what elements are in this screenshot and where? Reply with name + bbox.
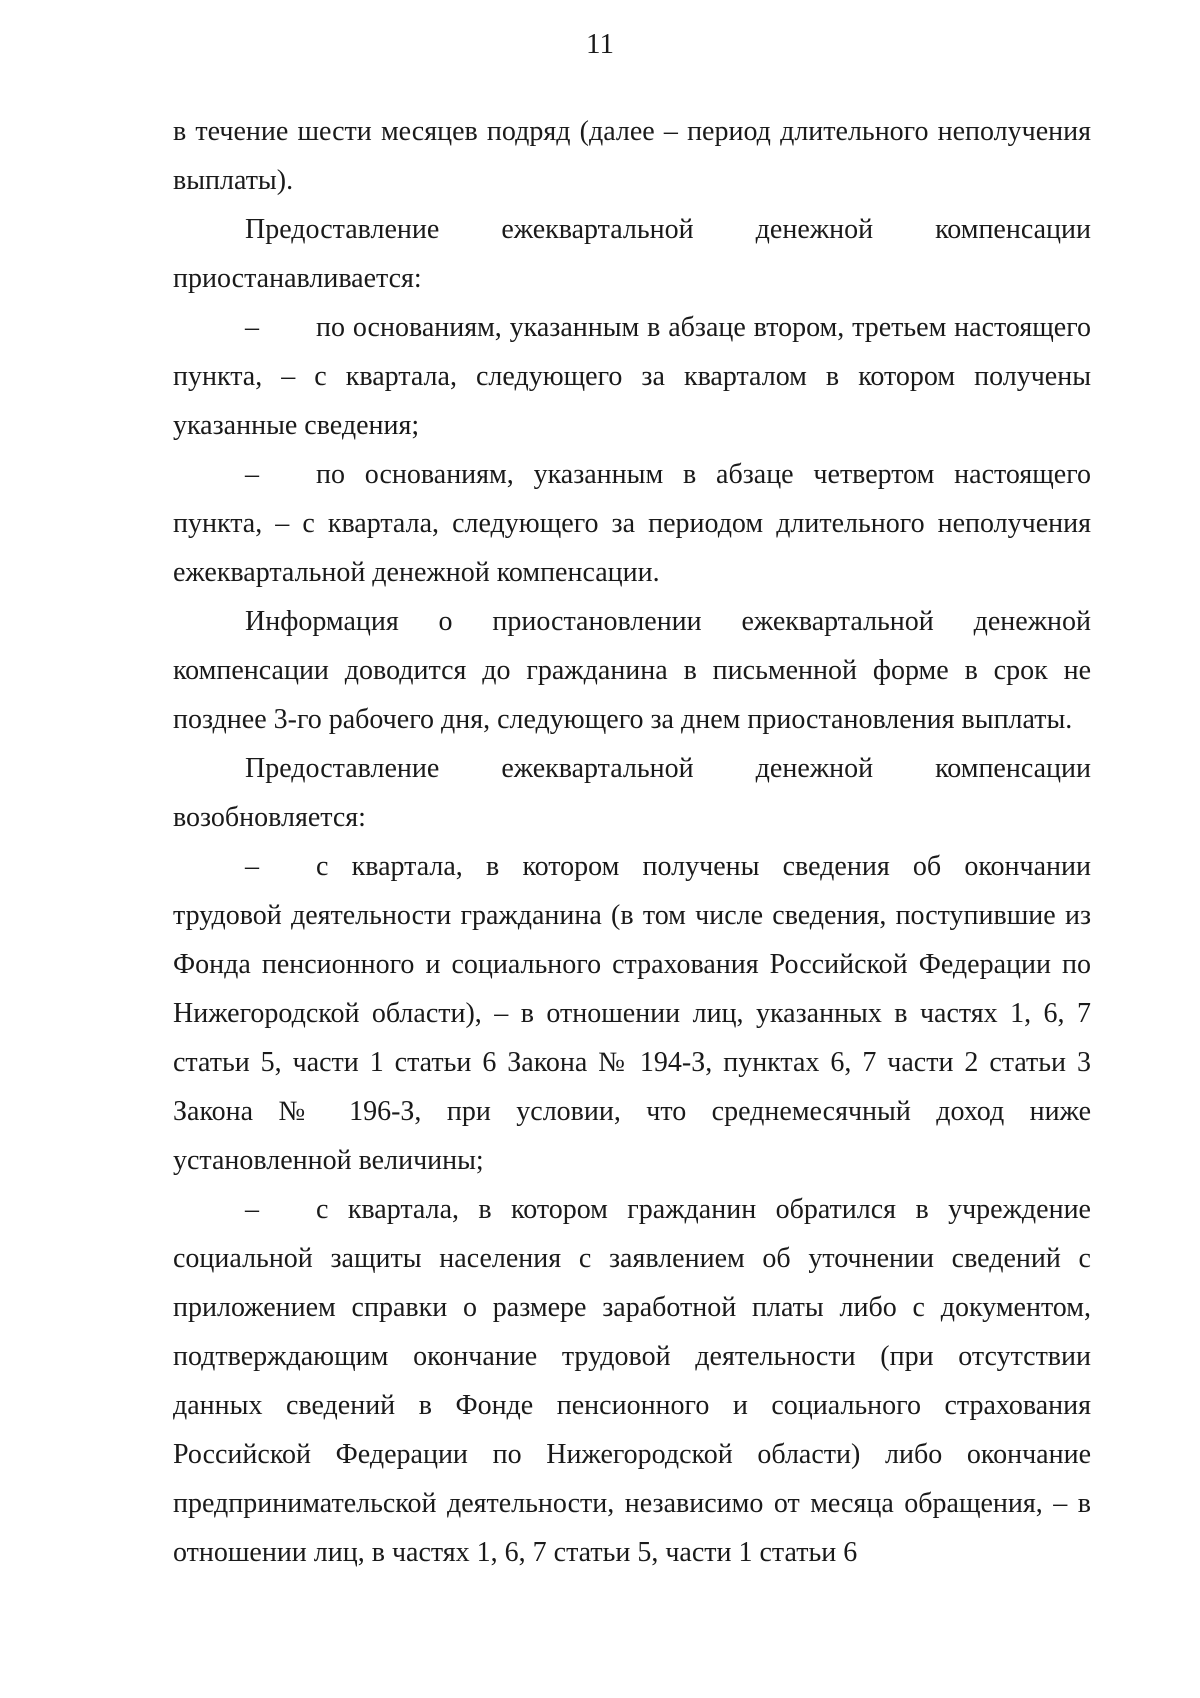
paragraph-suspension-intro: Предоставление ежеквартальной денежной компенсации приостанавливается: bbox=[173, 214, 1091, 294]
list-item-text: с квартала, в котором гражданин обратился в учреждение социальной защиты населения с заявлением об уточнении сведений с приложением справки о размере заработной платы либо с документом, подтверждающим окончание трудовой деятельности (при отсутствии данных сведений в Фонде пенсионного и социального страхования Российской Федерации по Нижегородской области) либо окончание предпринимательской деятельности, независимо от месяца обращения, – в отношении лиц, в частях 1, 6, 7 статьи 5, части 1 статьи 6 bbox=[173, 1194, 1091, 1568]
paragraph-notification: Информация о приостановлении ежеквартальной денежной компенсации доводится до гражданина в письменной форме в срок не позднее 3-го рабочего дня, следующего за днем приостановления выплаты. bbox=[173, 606, 1091, 735]
list-item-resumption-employment-end bbox=[173, 842, 1091, 1185]
paragraph-continuation: в течение шести месяцев подряд (далее – период длительного неполучения выплаты). bbox=[173, 116, 1091, 196]
page-number: 11 bbox=[586, 28, 614, 60]
list-item-text: по основаниям, указанным в абзаце втором, третьем настоящего пункта, – с квартала, следующего за кварталом в котором получены указанные сведения; bbox=[173, 312, 1091, 441]
dash-marker: – bbox=[245, 312, 259, 343]
dash-marker: – bbox=[245, 459, 259, 490]
list-item-suspension-grounds-2-3 bbox=[173, 303, 1091, 450]
paragraph-resumption-intro: Предоставление ежеквартальной денежной компенсации возобновляется: bbox=[173, 753, 1091, 833]
dash-marker: – bbox=[245, 1194, 259, 1225]
list-item-suspension-grounds-4 bbox=[173, 450, 1091, 597]
list-item-text: по основаниям, указанным в абзаце четвертом настоящего пункта, – с квартала, следующего за периодом длительного неполучения ежеквартальной денежной компенсации. bbox=[173, 459, 1091, 588]
list-item-text: с квартала, в котором получены сведения об окончании трудовой деятельности гражданина (в том числе сведения, поступившие из Фонда пенсионного и социального страхования Российской Федерации по Нижегородской области), – в отношении лиц, указанных в частях 1, 6, 7 статьи 5, части 1 статьи 6 Закона № 194-З, пунктах 6, 7 части 2 статьи 3 Закона № 196-З, при условии, что среднемесячный доход ниже установленной величины; bbox=[173, 851, 1091, 1176]
dash-marker: – bbox=[245, 851, 259, 882]
document-body bbox=[173, 107, 1091, 1577]
list-item-resumption-application bbox=[173, 1185, 1091, 1577]
